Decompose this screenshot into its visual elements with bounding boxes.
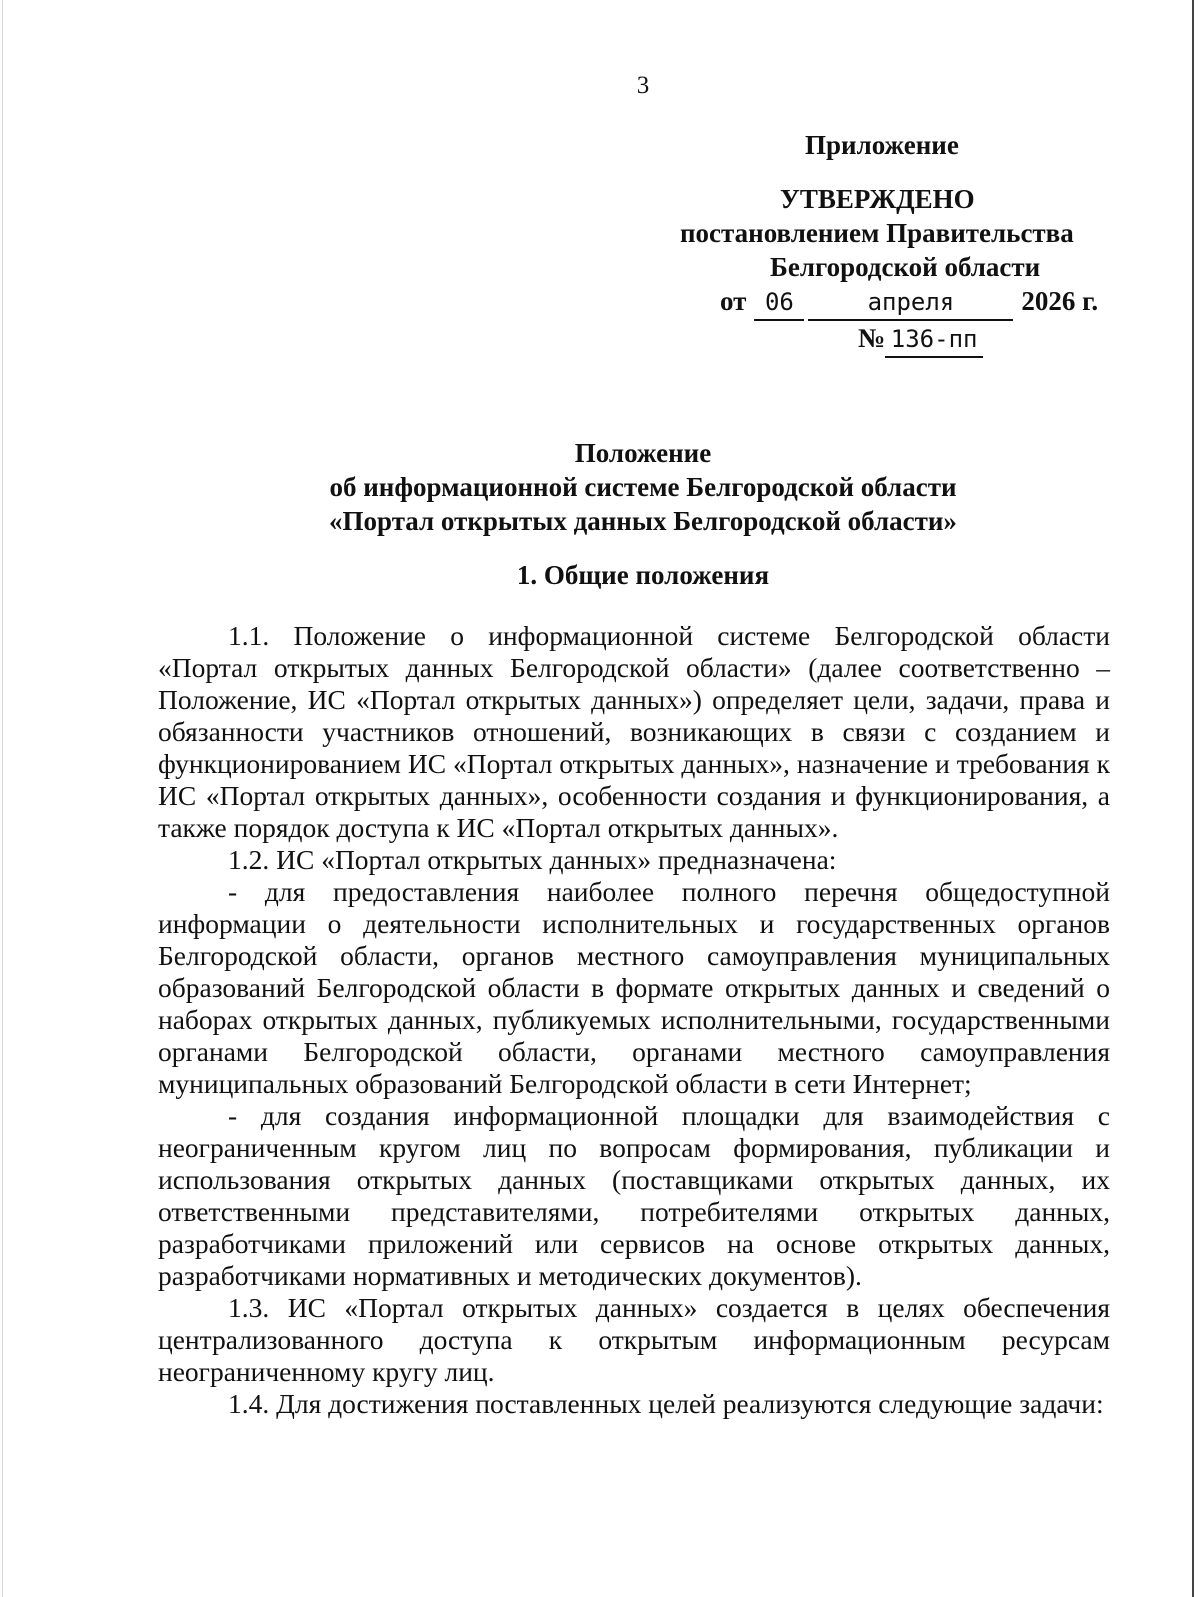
paragraph-1-1: 1.1. Положение о информационной системе Белгородской области «Портал открытых данных Белгородской области» (далее соответственно – Положение, ИС «Портал открытых данных») определяет цели, задачи, права и обязанности участников отношений, возникающих в связи с созданием и функционированием ИС «Портал открытых данных», назначение и требования к ИС «Портал открытых данных», особенности создания и функционирования, а также порядок доступа к ИС «Портал открытых данных». — [158, 620, 1110, 843]
body-text — [158, 620, 1110, 1420]
appendix-label: Приложение — [805, 130, 959, 160]
date-day: 06 — [754, 285, 804, 321]
title-line-3: «Портал открытых данных Белгородской области» — [329, 506, 957, 536]
scan-left-edge — [2, 0, 3, 1597]
title-line-1: Положение — [574, 438, 712, 468]
number-prefix: № — [858, 323, 886, 353]
number-line — [858, 321, 1110, 358]
page-number: 3 — [636, 72, 650, 99]
paragraph-1-2: 1.2. ИС «Портал открытых данных» предназначена: — [228, 844, 837, 875]
scan-right-edge — [1192, 0, 1194, 1597]
section-heading: 1. Общие положения — [516, 560, 770, 590]
region-label: Белгородской области — [770, 252, 1041, 282]
paragraph-1-2-a: - для предоставления наиболее полного перечня общедоступной информации о деятельности исполнительных и государственных органов Белгородской области, органов местного самоуправления муниципальных образований Белгородской области в формате открытых данных и сведений о наборах открытых данных, публикуемых исполнительными, государственными органами Белгородской области, органами местного самоуправления муниципальных образований Белгородской области в сети Интернет; — [158, 876, 1110, 1099]
date-prefix: от — [720, 286, 747, 316]
document-title — [0, 436, 1200, 538]
document-number: 136-пп — [885, 322, 983, 358]
decree-label: постановлением Правительства — [680, 218, 1074, 248]
approval-block — [640, 128, 1110, 358]
date-year: 2026 г. — [1021, 286, 1099, 316]
title-line-2: об информационной системе Белгородской области — [329, 472, 957, 502]
date-month: апреля — [808, 285, 1013, 321]
paragraph-1-3: 1.3. ИС «Портал открытых данных» создается в целях обеспечения централизованного доступа к открытым информационным ресурсам неограниченному кругу лиц. — [158, 1292, 1110, 1387]
paragraph-1-2-b: - для создания информационной площадки для взаимодействия с неограниченным кругом лиц по вопросам формирования, публикации и использования открытых данных (поставщиками открытых данных, их ответственными представителями, потребителями открытых данных, разработчиками приложений или сервисов на основе открытых данных, разработчиками нормативных и методических документов). — [158, 1100, 1110, 1291]
approved-label: УТВЕРЖДЕНО — [780, 184, 975, 214]
paragraph-1-4: 1.4. Для достижения поставленных целей реализуются следующие задачи: — [228, 1388, 1104, 1419]
date-line — [720, 284, 1110, 321]
